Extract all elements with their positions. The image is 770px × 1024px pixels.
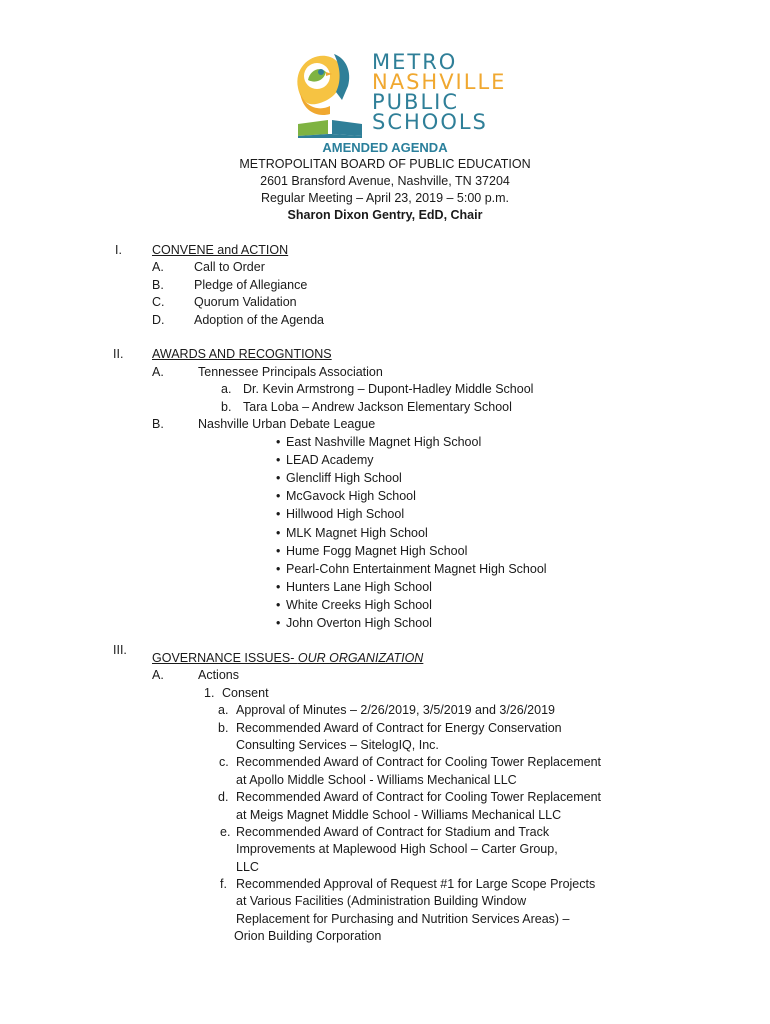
sub-item-mark: b.	[221, 400, 232, 414]
consent-item-line: Approval of Minutes – 2/26/2019, 3/5/2019 and 3/26/2019	[236, 703, 555, 717]
agenda-item: Quorum Validation	[194, 295, 297, 309]
consent-item-mark: d.	[218, 790, 229, 804]
school-bullet: • John Overton High School	[276, 615, 432, 631]
consent-item-line: at Meigs Magnet Middle School - Williams Mechanical LLC	[236, 808, 562, 822]
meeting-info: Regular Meeting – April 23, 2019 – 5:00 p.m.	[260, 191, 510, 205]
consent-item-line: Recommended Award of Contract for Energy Conservation	[236, 721, 562, 735]
consent-item-line: Recommended Award of Contract for Cooling Tower Replacement	[236, 790, 602, 804]
agenda-item: Adoption of the Agenda	[194, 313, 324, 327]
school-emblem-icon	[290, 50, 370, 140]
item-letter: A.	[152, 668, 164, 682]
section-numeral: III.	[113, 643, 127, 657]
consent-item-mark: a.	[218, 703, 229, 717]
agenda-item: Actions	[198, 668, 239, 682]
amended-agenda-heading: AMENDED AGENDA	[322, 140, 448, 155]
logo-word-metro: METRO	[372, 50, 458, 74]
sub-item: Tara Loba – Andrew Jackson Elementary School	[243, 400, 512, 414]
sub-item-mark: a.	[221, 382, 232, 396]
consent-item-mark: f.	[220, 877, 227, 891]
logo-word-public: PUBLIC	[372, 90, 459, 114]
consent-item-line: LLC	[236, 860, 259, 874]
school-bullet: • White Creeks High School	[276, 597, 432, 613]
section-title-prefix: GOVERNANCE ISSUES-	[152, 651, 298, 665]
consent-item-line: Recommended Award of Contract for Cooling Tower Replacement	[236, 755, 602, 769]
consent-item-line: Orion Building Corporation	[234, 929, 382, 943]
school-bullet: • Pearl-Cohn Entertainment Magnet High School	[276, 561, 547, 577]
consent-item-line: Recommended Approval of Request #1 for Large Scope Projects	[236, 877, 596, 891]
item-letter: A.	[152, 260, 164, 274]
org-name: METROPOLITAN BOARD OF PUBLIC EDUCATION	[239, 157, 531, 171]
consent-item-line: Improvements at Maplewood High School – Carter Group,	[236, 842, 558, 856]
item-letter: C.	[152, 295, 165, 309]
section-numeral: I.	[115, 243, 122, 257]
consent-mark: 1.	[204, 686, 215, 700]
item-letter: A.	[152, 365, 164, 379]
consent-item-mark: c.	[219, 755, 229, 769]
section-title: AWARDS AND RECOGNTIONS	[152, 347, 332, 361]
consent-item-line: at Apollo Middle School - Williams Mechanical LLC	[236, 773, 517, 787]
logo-word-nashville: NASHVILLE	[372, 70, 507, 94]
consent-label: Consent	[222, 686, 269, 700]
school-bullet: • Hume Fogg Magnet High School	[276, 543, 467, 559]
agenda-item: Pledge of Allegiance	[194, 278, 308, 292]
agenda-item: Call to Order	[194, 260, 265, 274]
section-title	[152, 650, 423, 666]
school-bullet: • Hunters Lane High School	[276, 579, 432, 595]
item-letter: B.	[152, 417, 164, 431]
chair-name: Sharon Dixon Gentry, EdD, Chair	[287, 208, 483, 222]
consent-item-mark: b.	[218, 721, 229, 735]
school-bullet: • McGavock High School	[276, 488, 416, 504]
section-title-italic: OUR ORGANIZATION	[297, 651, 424, 665]
consent-item-line: Consulting Services – SitelogIQ, Inc.	[236, 738, 439, 752]
mnps-logo	[290, 50, 507, 140]
item-letter: D.	[152, 313, 165, 327]
address: 2601 Bransford Avenue, Nashville, TN 37204	[260, 174, 510, 188]
agenda-item: Nashville Urban Debate League	[198, 417, 376, 431]
consent-item-line: Replacement for Purchasing and Nutrition Services Areas) –	[236, 912, 570, 926]
agenda-item: Tennessee Principals Association	[198, 365, 383, 379]
school-bullet: • MLK Magnet High School	[276, 525, 428, 541]
consent-item-line: at Various Facilities (Administration Building Window	[236, 894, 527, 908]
item-letter: B.	[152, 278, 164, 292]
school-bullet: • East Nashville Magnet High School	[276, 434, 481, 450]
section-numeral: II.	[113, 347, 124, 361]
section-title: CONVENE and ACTION	[152, 243, 289, 257]
school-bullet: • Glencliff High School	[276, 470, 402, 486]
consent-item-line: Recommended Award of Contract for Stadium and Track	[236, 825, 550, 839]
consent-item-mark: e.	[220, 825, 231, 839]
school-bullet: • Hillwood High School	[276, 506, 404, 522]
school-bullet: • LEAD Academy	[276, 452, 374, 468]
sub-item: Dr. Kevin Armstrong – Dupont-Hadley Middle School	[243, 382, 534, 396]
logo-word-schools: SCHOOLS	[372, 110, 488, 134]
